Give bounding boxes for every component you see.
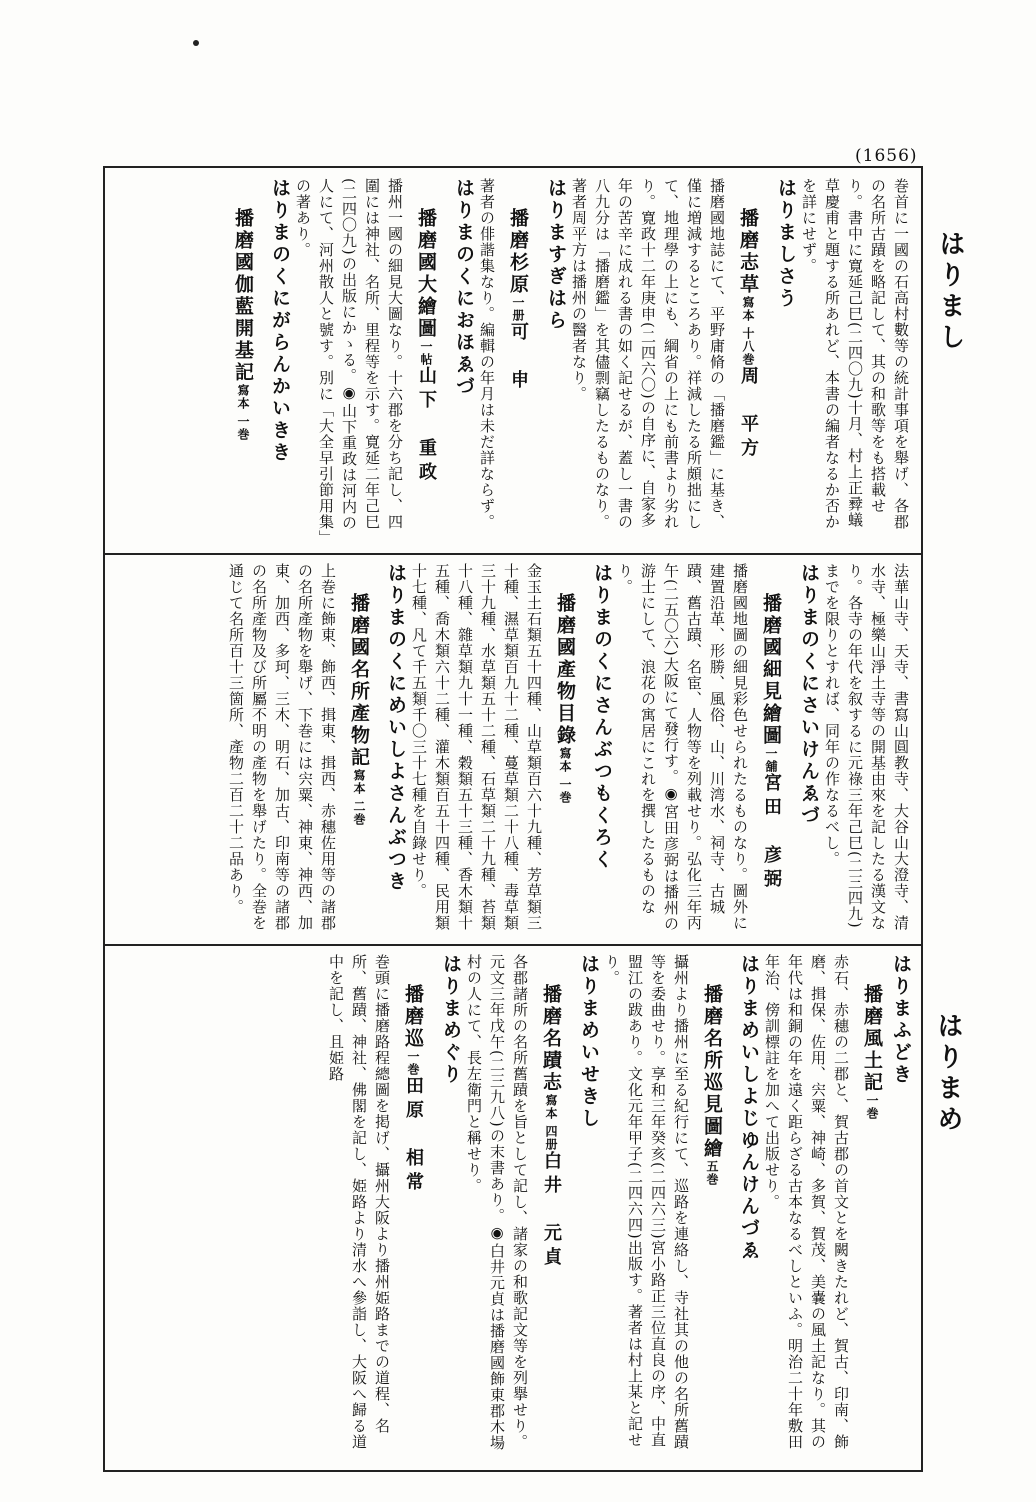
entry-title: 播磨風土記 (861, 984, 883, 1094)
entry-heading: はりまのくにさんぶつもくろく (591, 563, 613, 871)
entry-title: 播磨國名所產物記 (348, 593, 370, 769)
entry-author: 可 申 (508, 322, 529, 394)
entry-author: 周 平方 (738, 366, 759, 463)
entry-continuation: 巻首に一國の石高村數等の統計事項を舉げ、各郡の名所古蹟を略記して、其の和歌等をも搭載せり。書中に寛延己巳(二四〇九)十月、村上正彛蟻草慶甫と題する所あれど、本書の編者なるか否かを詳にせず。 (800, 178, 910, 530)
entry-title-line (759, 563, 783, 935)
entry-body: 播磨國地誌にて、平野庸脩の「播磨鑑」に基き、僅に増減するところあり。祥減したる所頗拙にして、地理學の上にも、綱省の上にも前書より劣れり。寛政十二年庚申(二四六〇)の自序に、自家多年の苦辛に成れる書の如く記せるが、蓋し一書の八九分は「播磨鑑」を其儘剽竊したるものなり。著者周平方は播州の醫者なり。 (570, 178, 726, 530)
entry-meta: 一册 (511, 296, 525, 322)
entry-meta: 五巻 (705, 1160, 719, 1186)
entry-title: 播磨國大繪圖 (415, 208, 437, 340)
entry-heading: はりましさう (775, 178, 797, 310)
entry-heading: はりまのくにめいしよさんぶつき (385, 563, 407, 893)
entry-heading: はりまのくにさいけんゑづ (798, 563, 820, 827)
entry-title: 播磨名所巡見圖繪 (701, 984, 723, 1160)
entry-meta: 寫本 一巻 (558, 747, 572, 805)
entry-title-line (736, 178, 760, 543)
entry-meta: 寫本 十八巻 (741, 296, 755, 367)
entry-body: 赤石、赤穗の二郡と、賀古郡の首文とを闕きたれど、賀古、印南、飾磨、揖保、佐用、宍粟、神崎、多賀、賀茂、美嚢の風土記なり。其の年代は和銅の年を遠く距らざる古本なるべしといふ。明治二十年敷田年治、傍訓標註を加へて出版せり。 (763, 954, 850, 1450)
entry-author: 山下 重政 (416, 366, 437, 486)
entry-body: 巻頭に播磨路程總圖を掲げ、攝州大阪より播州姫路までの道程、名所、舊蹟、神社、佛閣を記し、姫路より清水へ參詣し、大阪へ歸る道中を記し、且姫路 (327, 954, 391, 1450)
band-middle (112, 563, 912, 935)
entry-title: 播磨名蹟志 (540, 984, 562, 1094)
entry-body: 著者の俳諧集なり。編輯の年月は未だ詳ならず。 (478, 178, 496, 530)
entry-heading: はりまめぐり (440, 954, 462, 1086)
entry-meta: 寫本 一巻 (236, 384, 250, 442)
entry-heading: はりまめいせきし (578, 954, 600, 1130)
entry-heading: はりまふどき (890, 954, 912, 1086)
entry-meta: 一巻 (406, 1050, 420, 1076)
entry-title-line (401, 954, 425, 1459)
band-divider-2 (103, 944, 923, 946)
entry-body: 金玉土石類五十四種、山草類百六十九種、芳草類三十種、濕草類百九十二種、蔓草類二十八種、毒草類三十九種、水草類五十二種、石草類二十九種、苔類十八種、雜草類九十一種、穀類五十三種、香木類十五種、喬木類六十二種、灌木類百五十四種、民用類十七種、凡て千五類千〇三十七種を自錄せり。 (410, 563, 543, 931)
running-head-top: はりまし (935, 230, 965, 354)
entry-heading: はりまのくにがらんかいきき (269, 178, 291, 464)
entry-meta: 一巻 (865, 1094, 879, 1120)
running-head-bottom: はりまめ (933, 1012, 963, 1136)
entry-body: 各郡諸所の名所舊蹟を旨として記し、諸家の和歌記文等を列擧せり。元文三年戊午(二三九八)の末書あり。◉白井元貞は播磨國飾東郡木場村の人にて、長左衛門と稱せり。 (465, 954, 529, 1451)
entry-heading: はりまのくにおほゑづ (453, 178, 475, 398)
entry-heading: はりますぎはら (545, 178, 567, 332)
entry-heading: はりまめいしよじゆんけんづゑ (738, 954, 760, 1262)
entry-title-line (414, 178, 438, 543)
band-top (112, 178, 912, 543)
page-number: (1656) (855, 146, 918, 166)
entry-title: 播磨巡 (402, 984, 424, 1050)
entry-title-line (231, 178, 254, 543)
entry-title-line (539, 954, 563, 1459)
entry-title: 播磨國伽藍開基記 (232, 208, 254, 384)
entry-meta: 寫本 二巻 (352, 769, 366, 827)
entry-body: 攝州より播州に至る紀行にて、巡路を連絡し、寺社其の他の名所舊蹟等を委曲せり。享和三年癸亥(二四六三)宮小路正三位直良の序、中直盟江の跋あり。文化元年甲子(二四六四)出版す。著者は村上某と記せり。 (603, 954, 690, 1450)
entry-title-line (700, 954, 723, 1459)
entry-meta: 一帖 (419, 340, 433, 366)
entry-title-line (347, 563, 370, 935)
entry-title: 播磨杉原 (507, 208, 529, 296)
entry-title-line (506, 178, 530, 543)
entry-body: 播州一國の細見大圖なり。十六郡を分ち記し、四圍には神社、名所、里程等を示す。寛延二年己巳(二四〇九)の出版にかゝる。◉山下重政は河内の人にて、河州散人と號す。別に「大全早引節用集」の著あり。 (294, 178, 404, 539)
entry-continuation: 法華山寺、天寺、書寫山圓教寺、大谷山大澄寺、清水寺、極樂山淨土寺等の開基由來を記したる漢文なり。各寺の年代を叙するに元祿三年己巳(二三四九)までを限りとすれば、同年の作なるべし。 (823, 563, 910, 931)
entry-author: 田原 相常 (403, 1076, 424, 1196)
band-bottom (112, 954, 912, 1459)
entry-meta: 一舖 (764, 747, 778, 773)
entry-title: 播磨國細見繪圖 (760, 593, 782, 747)
entry-title-line (860, 954, 883, 1459)
entry-title: 播磨志草 (737, 208, 759, 296)
entry-title: 播磨國產物目錄 (554, 593, 576, 747)
entry-meta: 寫本 四册 (544, 1094, 558, 1152)
entry-title-line (553, 563, 576, 935)
entry-author: 宮田 彦弼 (761, 773, 782, 893)
ink-spot (193, 40, 199, 46)
band-divider-1 (103, 553, 923, 555)
entry-body: 播磨國地圖の細見彩色せられたるものなり。圖外に建置沿革、形勝、風俗、山、川湾水、祠寺、古城蹟、舊古蹟、名宦、人物等を列載せり。弘化三年丙午(二五〇六)大阪にて發行す。◉宮田彦弼は播州の游士にして、浪花の寓居にこれを撰したるものなり。 (616, 563, 749, 932)
entry-body: 上巻に飾東、飾西、揖東、揖西、赤穗佐用等の諸郡の名所產物を舉げ、下巻には宍粟、神東、神西、加東、加西、多珂、三木、明石、加古、印南等の諸郡の名所產物及び所屬不明の產物を舉げたり。全巻を通じて名所百十三箇所、產物二百二十二品あり。 (227, 563, 337, 931)
entry-author: 白井 元貞 (541, 1151, 562, 1272)
